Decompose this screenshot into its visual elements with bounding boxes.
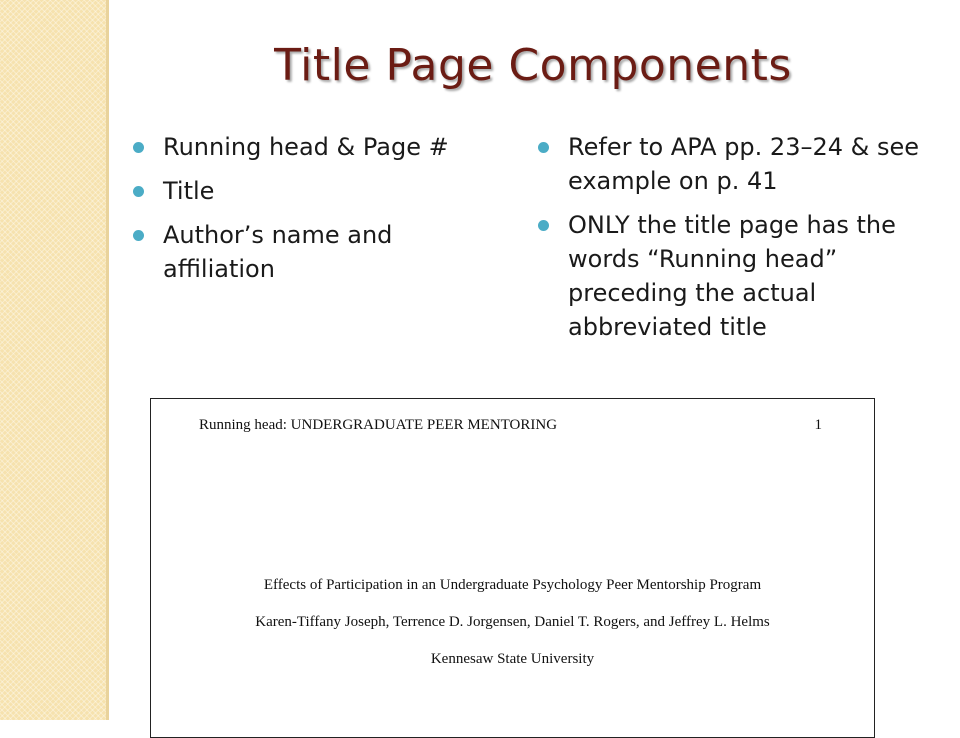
list-item — [133, 174, 503, 208]
bullet-text: Author’s name and affiliation — [163, 221, 393, 283]
example-title-page — [150, 398, 875, 738]
side-band-edge — [106, 0, 109, 720]
bullet-text: ONLY the title page has the words “Running head” preceding the actual abbreviated title — [568, 211, 896, 341]
left-bullet-list — [133, 130, 503, 296]
running-head: Running head: UNDERGRADUATE PEER MENTORING — [199, 417, 558, 433]
paper-affiliation: Kennesaw State University — [430, 651, 595, 667]
decorative-side-band — [0, 0, 106, 720]
bullet-icon — [133, 230, 144, 241]
bullet-text: Refer to APA pp. 23–24 & see example on p. 41 — [568, 133, 920, 195]
bullet-icon — [133, 142, 144, 153]
paper-authors: Karen-Tiffany Joseph, Terrence D. Jorgensen, Daniel T. Rogers, and Jeffrey L. Helms — [255, 614, 770, 630]
list-item — [538, 130, 948, 198]
bullet-icon — [133, 186, 144, 197]
bullet-text: Running head & Page # — [163, 133, 449, 161]
bullet-icon — [538, 220, 549, 231]
right-bullet-list — [538, 130, 948, 354]
page-number: 1 — [814, 417, 822, 433]
bullet-text: Title — [163, 177, 215, 205]
slide-title: Title Page Components — [274, 40, 792, 91]
bullet-icon — [538, 142, 549, 153]
paper-title: Effects of Participation in an Undergraduate Psychology Peer Mentorship Program — [263, 577, 762, 593]
list-item — [133, 218, 503, 286]
list-item — [538, 208, 948, 344]
list-item — [133, 130, 503, 164]
